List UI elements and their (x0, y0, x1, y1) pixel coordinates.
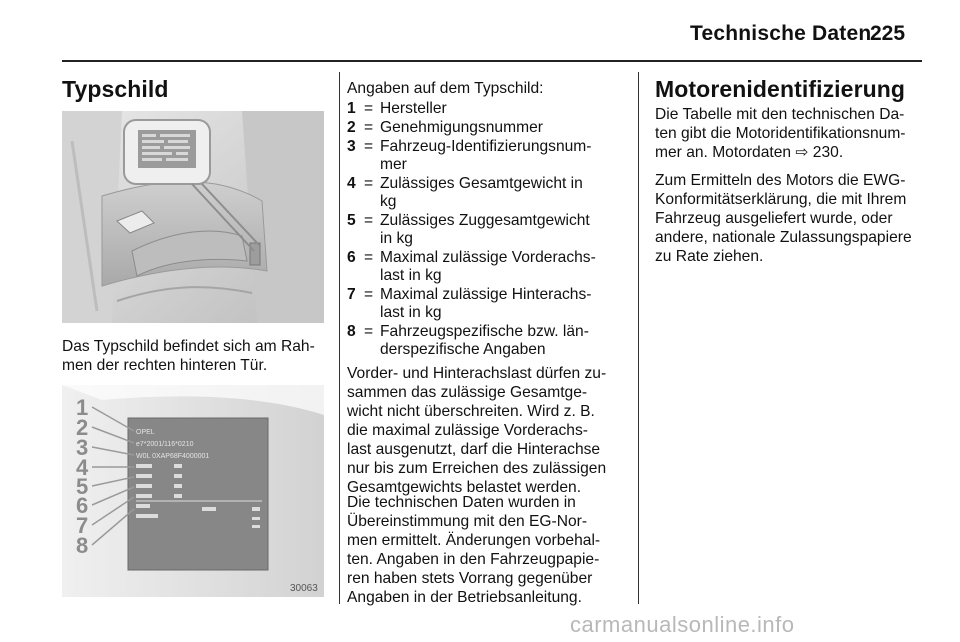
running-header-title: Technische Daten (690, 22, 872, 45)
plate-approval: e7*2001/116*0210 (136, 441, 194, 448)
item-separator: = (364, 100, 374, 117)
text-line: last ausgenutzt, darf die Hinterachse (347, 441, 601, 458)
plate-brand: OPEL (136, 429, 155, 436)
plate-vin: W0L 0XAP68F4000001 (136, 453, 210, 460)
text-line: andere, nationale Zulassungspapiere (655, 229, 912, 246)
item-text: Maximal zulässige Vorderachs-last in kg (380, 249, 596, 284)
item-separator: = (364, 175, 374, 192)
item-number: 4 (347, 175, 356, 192)
item-separator: = (364, 249, 374, 266)
column-divider-right (638, 72, 639, 604)
list-item (347, 286, 632, 322)
text-line: zu Rate ziehen. (655, 248, 764, 265)
item-separator: = (364, 212, 374, 229)
list-item (347, 175, 632, 211)
text-line: Die technischen Daten wurden in (347, 494, 576, 511)
item-number: 1 (347, 100, 356, 117)
text-line: wicht nicht überschreiten. Wird z. B. (347, 403, 595, 420)
item-separator: = (364, 323, 374, 340)
item-text: Fahrzeug-Identifizierungsnum-mer (380, 138, 592, 173)
caption-line: men der rechten hinteren Tür. (62, 357, 268, 374)
text-line: mer an. Motordaten ⇨ 230. (655, 144, 844, 161)
text-line: Die Tabelle mit den technischen Da- (655, 106, 905, 123)
text-line: sammen das zulässige Gesamtge- (347, 384, 588, 401)
text-line: men ermittelt. Änderungen vorbehal- (347, 532, 601, 549)
item-text: Hersteller (380, 100, 447, 117)
item-text: Zulässiges Gesamtgewicht in kg (380, 175, 583, 210)
watermark: carmanualsonline.info (570, 612, 795, 637)
text-line: ren haben stets Vorrang gegenüber (347, 570, 593, 587)
plate-label-1: 1 (76, 395, 89, 420)
item-text: Maximal zulässige Hinterachs-last in kg (380, 286, 592, 321)
text-line: Angaben in der Betriebsanleitung. (347, 589, 582, 606)
list-intro: Angaben auf dem Typschild: (347, 80, 544, 97)
text-line: die maximal zulässige Vorderachs- (347, 422, 588, 439)
text-line: ten gibt die Motoridentifikationsnum- (655, 125, 906, 142)
text-line: ten. Angaben in den Fahrzeugpapie- (347, 551, 600, 568)
item-separator: = (364, 286, 374, 303)
page-number: 225 (870, 22, 906, 45)
technical-data-paragraph (347, 493, 637, 607)
list-item (347, 100, 632, 118)
list-item (347, 212, 632, 248)
figure-code: 30063 (290, 583, 318, 594)
plate-label-5: 5 (76, 474, 89, 499)
text-line: Vorder- und Hinterachslast dürfen zu- (347, 365, 607, 382)
type-plate-legend (347, 100, 632, 360)
list-item (347, 249, 632, 285)
text-line: Zum Ermitteln des Motors die EWG- (655, 172, 906, 189)
text-line: Gesamtgewichts belastet werden. (347, 479, 582, 496)
item-number: 5 (347, 212, 356, 229)
list-item (347, 323, 632, 359)
item-text: Genehmigungsnummer (380, 119, 543, 136)
item-separator: = (364, 119, 374, 136)
door-frame-figure (62, 111, 324, 323)
text-line: Fahrzeug ausgeliefert wurde, oder (655, 210, 893, 227)
plate-label-7: 7 (76, 513, 89, 538)
list-item (347, 138, 632, 174)
item-number: 3 (347, 138, 356, 155)
item-separator: = (364, 138, 374, 155)
list-item (347, 119, 632, 137)
text-line: Übereinstimmung mit den EG-Nor- (347, 513, 588, 530)
item-number: 6 (347, 249, 356, 266)
section-heading-typschild: Typschild (62, 76, 169, 102)
plate-label-2: 2 (76, 415, 89, 440)
engine-identification-paragraph (655, 171, 955, 266)
header-divider (62, 60, 922, 62)
item-number: 7 (347, 286, 356, 303)
section-heading-motorenidentifizierung: Motorenidentifizierung (655, 76, 906, 102)
plate-label-8: 8 (76, 533, 89, 558)
item-text: Fahrzeugspezifische bzw. län-derspezifische Angaben (380, 323, 589, 358)
axle-load-paragraph (347, 364, 637, 497)
caption-line: Das Typschild befindet sich am Rah- (62, 338, 315, 355)
text-line: Konformitätserklärung, die mit Ihrem (655, 191, 907, 208)
plate-label-4: 4 (76, 455, 89, 480)
item-number: 8 (347, 323, 356, 340)
column-divider-left (339, 72, 340, 604)
text-line: nur bis zum Erreichen des zulässigen (347, 460, 607, 477)
type-plate-figure (62, 385, 324, 597)
caption-typschild (62, 337, 332, 375)
engine-table-paragraph (655, 105, 955, 162)
plate-label-6: 6 (76, 493, 89, 518)
item-text: Zulässiges Zuggesamtgewicht in kg (380, 212, 590, 247)
door-frame-illustration (62, 111, 324, 323)
plate-label-3: 3 (76, 435, 89, 460)
item-number: 2 (347, 119, 356, 136)
type-plate-illustration (62, 385, 324, 597)
